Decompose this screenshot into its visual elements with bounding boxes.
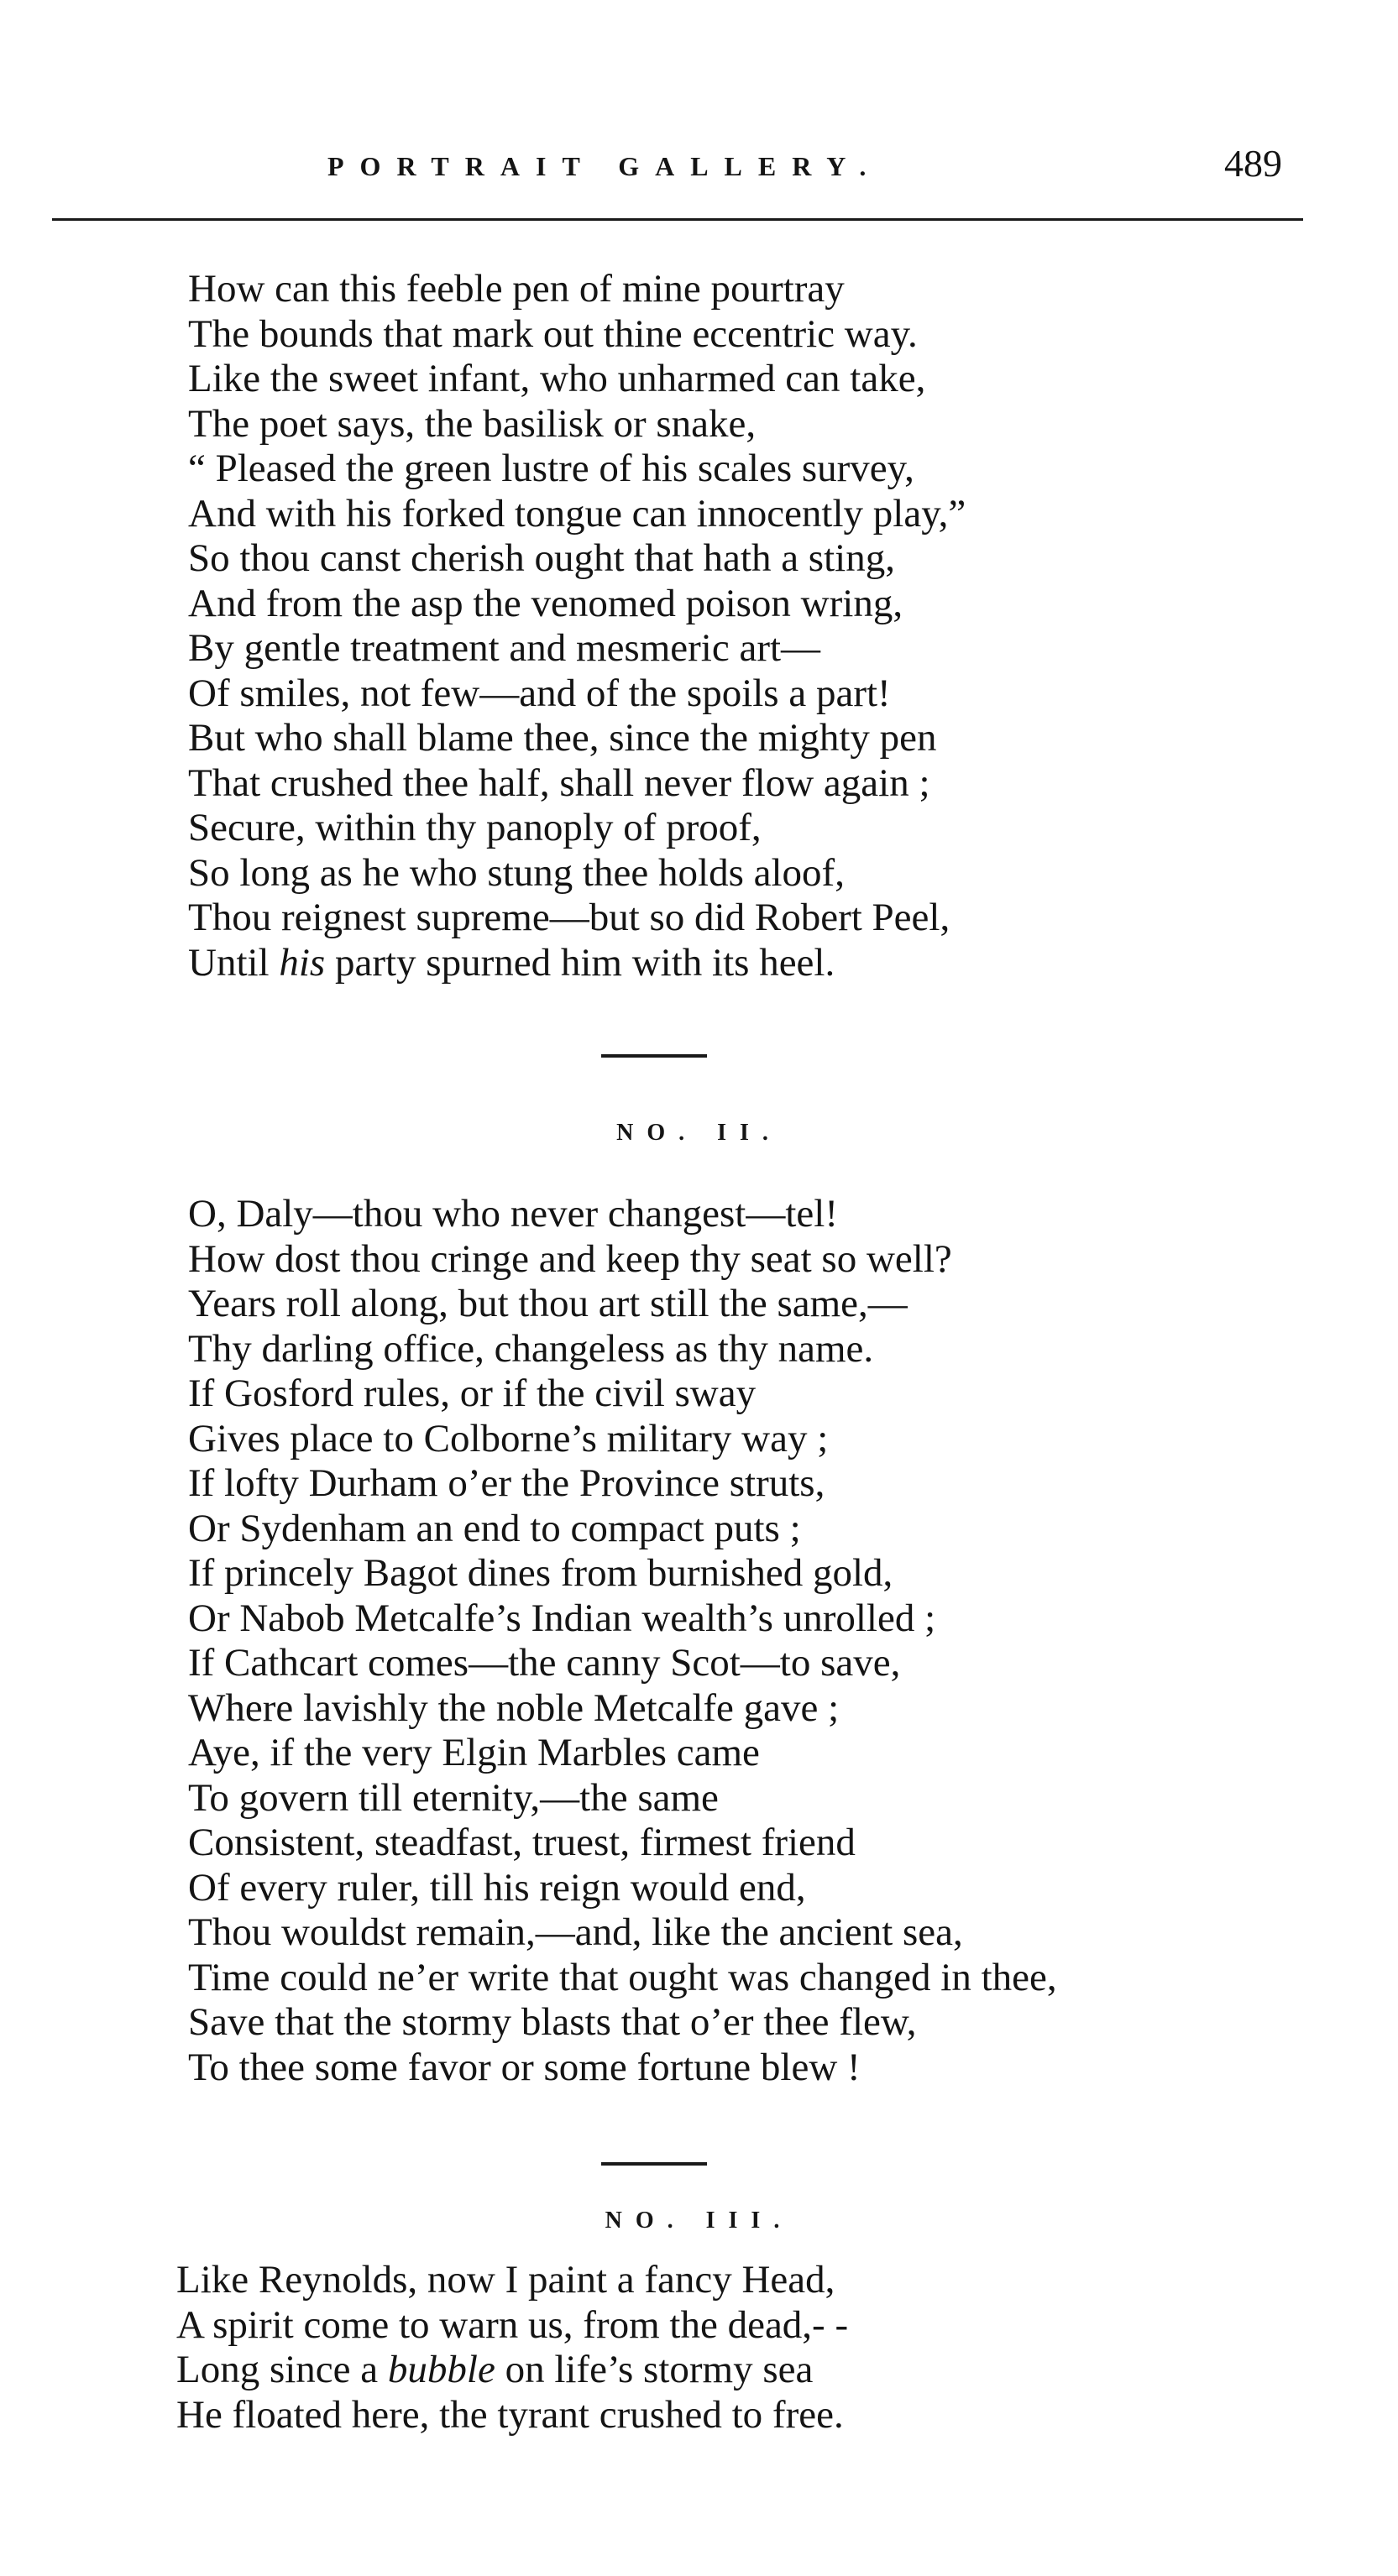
verse-line: A spirit come to warn us, from the dead,- - <box>176 2302 849 2347</box>
poem-section-1 <box>188 267 966 985</box>
verse-line: Long since a bubble on life’s stormy sea <box>176 2348 814 2391</box>
verse-line: If Gosford rules, or if the civil sway <box>188 1372 757 1415</box>
section-divider <box>601 1054 707 1058</box>
page-number: 489 <box>1224 142 1282 185</box>
italic-word: his <box>279 940 326 985</box>
verse-line: Until his party spurned him with its heel. <box>188 940 835 985</box>
verse-line: And from the asp the venomed poison wring, <box>188 581 903 625</box>
verse-line: Consistent, steadfast, truest, firmest friend <box>188 1821 856 1864</box>
verse-line: “ Pleased the green lustre of his scales survey, <box>188 447 914 490</box>
verse-line: And with his forked tongue can innocently play,” <box>188 491 966 536</box>
verse-line: So long as he who stung thee holds aloof, <box>188 850 845 895</box>
section-heading-no-iii: NO. III. <box>605 2208 793 2234</box>
verse-line: How dost thou cringe and keep thy seat so well? <box>188 1236 952 1281</box>
verse-line: By gentle treatment and mesmeric art— <box>188 626 821 670</box>
verse-line: To govern till eternity,—the same <box>188 1775 719 1820</box>
verse-line: Thou wouldst remain,—and, like the ancient sea, <box>188 1910 963 1954</box>
verse-line: To thee some favor or some fortune blew ! <box>188 2045 861 2089</box>
verse-line: Time could ne’er write that ought was changed in thee, <box>188 1955 1057 1999</box>
verse-line: Of every ruler, till his reign would end, <box>188 1865 806 1910</box>
page-header <box>0 141 1398 191</box>
poem-section-3 <box>176 2258 848 2438</box>
verse-line: Thy darling office, changeless as thy name. <box>188 1326 874 1371</box>
verse-line: So thou canst cherish ought that hath a sting, <box>188 536 895 580</box>
poem-section-2 <box>188 1192 1057 2090</box>
header-rule <box>52 218 1303 221</box>
section-heading-no-ii: NO. II. <box>616 1120 782 1146</box>
verse-line: The bounds that mark out thine eccentric way. <box>188 311 918 356</box>
verse-line: Thou reignest supreme—but so did Robert Peel, <box>188 896 950 939</box>
verse-line: Years roll along, but thou art still the same,— <box>188 1282 908 1325</box>
verse-line: Aye, if the very Elgin Marbles came <box>188 1731 760 1774</box>
verse-line: Save that the stormy blasts that o’er thee flew, <box>188 2000 917 2044</box>
verse-line: If princely Bagot dines from burnished gold, <box>188 1551 893 1595</box>
section-divider <box>601 2162 707 2166</box>
verse-line: If Cathcart comes—the canny Scot—to save, <box>188 1641 901 1685</box>
verse-line: How can this feeble pen of mine pourtray <box>188 267 845 311</box>
verse-line: Gives place to Colborne’s military way ; <box>188 1416 829 1460</box>
verse-line: But who shall blame thee, since the mighty pen <box>188 716 937 760</box>
verse-line: He floated here, the tyrant crushed to free. <box>176 2392 844 2437</box>
verse-line: Secure, within thy panoply of proof, <box>188 806 762 849</box>
verse-line: If lofty Durham o’er the Province struts, <box>188 1461 825 1505</box>
verse-line: Where lavishly the noble Metcalfe gave ; <box>188 1685 840 1730</box>
verse-line: Of smiles, not few—and of the spoils a part! <box>188 671 891 715</box>
verse-line: Or Nabob Metcalfe’s Indian wealth’s unrolled ; <box>188 1596 936 1640</box>
verse-line: Like Reynolds, now I paint a fancy Head, <box>176 2258 835 2302</box>
verse-line: Or Sydenham an end to compact puts ; <box>188 1506 801 1550</box>
running-head: PORTRAIT GALLERY. <box>327 151 882 181</box>
verse-line: O, Daly—thou who never changest—tel! <box>188 1192 838 1236</box>
verse-line: That crushed thee half, shall never flow again ; <box>188 760 930 805</box>
italic-word: bubble <box>387 2348 495 2391</box>
verse-line: Like the sweet infant, who unharmed can take, <box>188 357 926 400</box>
verse-line: The poet says, the basilisk or snake, <box>188 401 757 446</box>
